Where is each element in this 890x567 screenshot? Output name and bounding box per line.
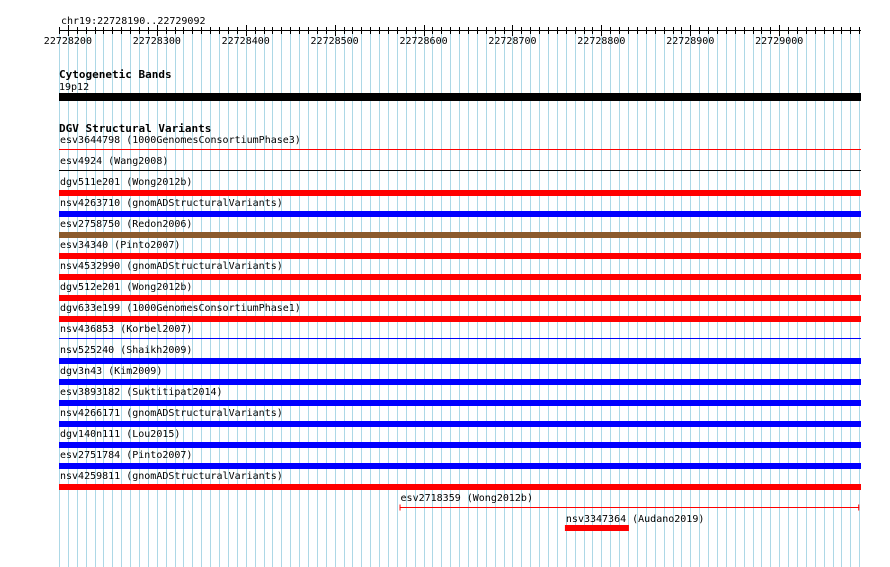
- variant-label: [60, 156, 168, 167]
- ruler-tick-label: 22728300: [132, 36, 181, 47]
- cytoband-track-title: Cytogenetic Bands: [59, 68, 172, 81]
- variant-id: esv2751784: [60, 450, 121, 461]
- locus-label: chr19:22728190..22729092: [61, 16, 206, 27]
- variant-label: [60, 261, 283, 272]
- variant-label: [60, 177, 192, 188]
- variant-id: esv2758750: [60, 219, 121, 230]
- variant-source: (Redon2006): [126, 219, 193, 230]
- variant-bar: [59, 316, 861, 322]
- variant-id: nsv3347364: [565, 514, 627, 525]
- variant-source: (Shaikh2009): [120, 345, 193, 356]
- ruler-tick-label: 22729000: [755, 36, 804, 47]
- variant-bar: [59, 421, 861, 427]
- variant-source: (1000GenomesConsortiumPhase1): [126, 303, 301, 314]
- variant-label: [401, 493, 533, 504]
- variant-id: dgv3n43: [60, 366, 103, 377]
- variant-source: (Pinto2007): [114, 240, 181, 251]
- variant-source: (Wong2012b): [126, 282, 193, 293]
- variant-label: [60, 471, 283, 482]
- variant-label: [60, 240, 180, 251]
- variant-bar: [59, 232, 861, 238]
- ruler-tick-label: 22728700: [488, 36, 537, 47]
- variant-label: [60, 135, 301, 146]
- variant-source: (Lou2015): [126, 429, 181, 440]
- variant-id: dgv511e201: [60, 177, 121, 188]
- variant-label: [60, 345, 192, 356]
- dgv-track-title: DGV Structural Variants: [59, 122, 212, 135]
- variant-label: [60, 429, 180, 440]
- variant-id: esv3644798: [60, 135, 121, 146]
- variant-source: (1000GenomesConsortiumPhase3): [126, 135, 301, 146]
- variant-bar: [59, 190, 861, 196]
- ruler-tick-label: 22728500: [310, 36, 359, 47]
- variant-source: (Korbel2007): [120, 324, 193, 335]
- variant-id: dgv512e201: [60, 282, 121, 293]
- variant-source: (Wong2012b): [126, 177, 193, 188]
- variant-source: (Kim2009): [108, 366, 163, 377]
- variant-source: (gnomADStructuralVariants): [126, 261, 283, 272]
- variant-label: [60, 198, 283, 209]
- variant-source: (Audano2019): [632, 514, 705, 525]
- variant-label: [60, 366, 162, 377]
- variant-id: esv3893182: [60, 387, 121, 398]
- variant-bar: [59, 274, 861, 280]
- variant-label: [60, 450, 192, 461]
- variant-label: [566, 514, 704, 525]
- ruler-tick-label: 22728600: [399, 36, 448, 47]
- variant-id: nsv4532990: [60, 261, 121, 272]
- variant-bar: [59, 379, 861, 385]
- ruler-tick-label: 22728900: [666, 36, 715, 47]
- variant-bar: [59, 484, 861, 490]
- variant-bar: [59, 358, 861, 364]
- ruler-tick-label: 22728400: [221, 36, 270, 47]
- variant-bar: [59, 295, 861, 301]
- variant-bar: [59, 211, 861, 217]
- variant-id: esv4924: [60, 156, 103, 167]
- variant-source: (Wang2008): [108, 156, 169, 167]
- variant-bar: [59, 253, 861, 259]
- variant-label: [60, 282, 192, 293]
- variant-id: dgv140n111: [60, 429, 121, 440]
- variant-source: (gnomADStructuralVariants): [126, 198, 283, 209]
- variant-label: [60, 387, 223, 398]
- variant-id: nsv525240: [60, 345, 115, 356]
- variant-label: [60, 324, 192, 335]
- variant-label: [60, 219, 192, 230]
- ruler-tick-label: 22728200: [43, 36, 92, 47]
- variant-feature: [565, 514, 704, 531]
- variant-id: nsv4263710: [60, 198, 121, 209]
- variant-source: (Suktitipat2014): [126, 387, 223, 398]
- variant-id: dgv633e199: [60, 303, 121, 314]
- cytoband-bar: [59, 93, 861, 101]
- variant-label: [60, 303, 301, 314]
- cytoband-label: 19p12: [59, 82, 90, 93]
- variant-id: nsv4259811: [60, 471, 121, 482]
- variant-source: (gnomADStructuralVariants): [126, 471, 283, 482]
- variant-source: (Wong2012b): [466, 493, 533, 504]
- variant-source: (gnomADStructuralVariants): [126, 408, 283, 419]
- variant-feature: [400, 493, 860, 511]
- variant-bar: [59, 400, 861, 406]
- variant-id: nsv4266171: [60, 408, 121, 419]
- coordinate-ruler: [44, 16, 861, 47]
- ruler-tick-label: 22728800: [577, 36, 626, 47]
- variant-bar: [565, 525, 629, 531]
- variant-label: [60, 408, 283, 419]
- variant-bar: [59, 442, 861, 448]
- variant-id: esv2718359: [400, 493, 461, 504]
- variant-id: nsv436853: [60, 324, 115, 335]
- variant-bar: [59, 463, 861, 469]
- variant-source: (Pinto2007): [126, 450, 193, 461]
- variant-id: esv34340: [60, 240, 109, 251]
